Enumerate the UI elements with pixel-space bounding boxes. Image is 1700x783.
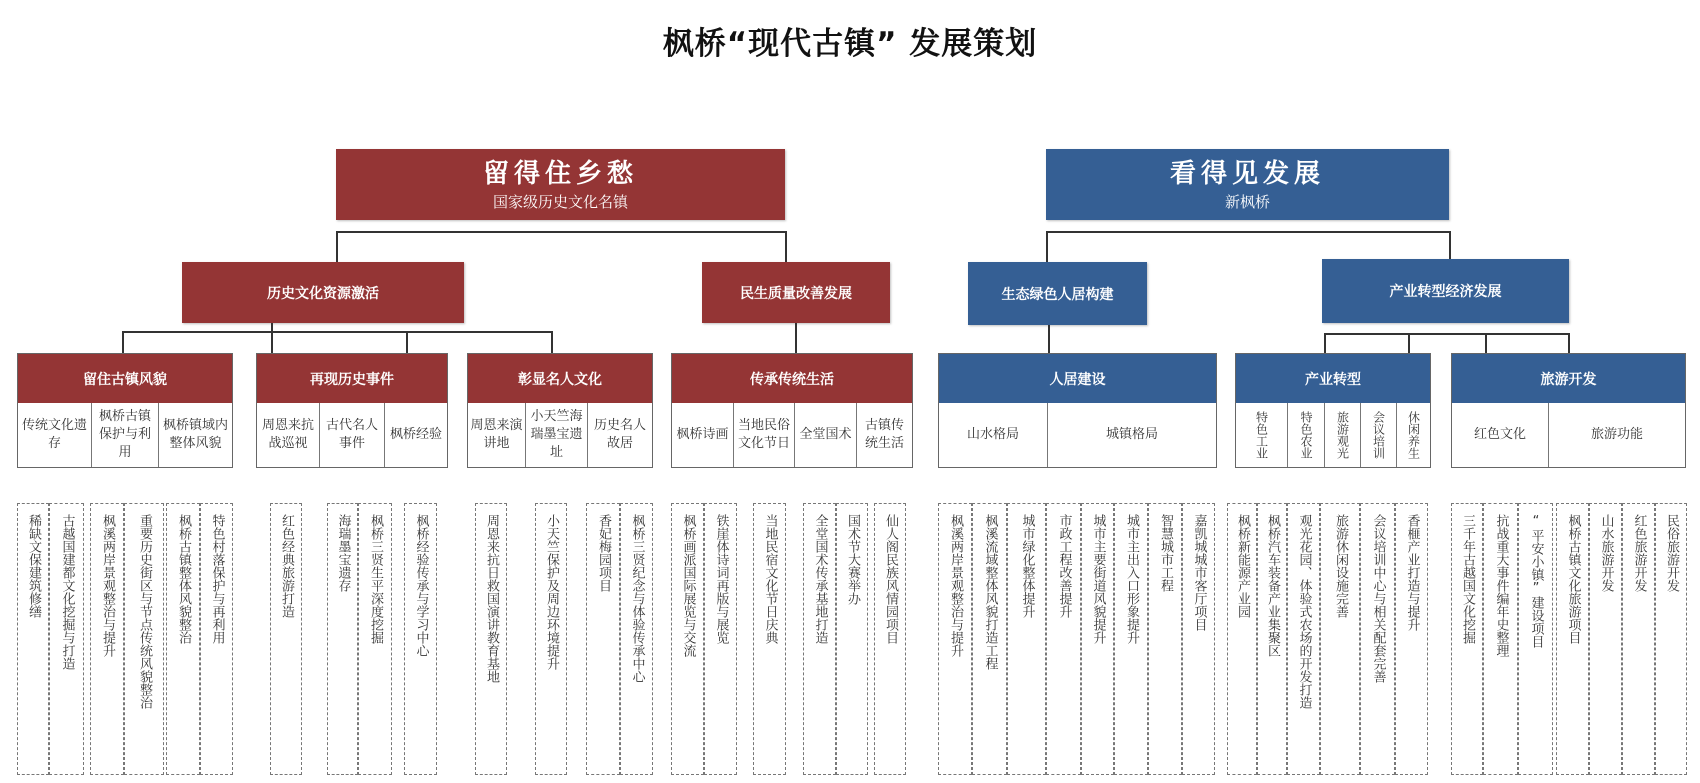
group-table-history-events — [256, 353, 448, 468]
project-box: 山水旅游开发 — [1589, 503, 1622, 775]
project-box: 观光花园、体验式农场的开发打造 — [1287, 503, 1320, 775]
project-box: 城市绿化整体提升 — [1007, 503, 1046, 775]
project-box: 周恩来抗日救国演讲教育基地 — [475, 503, 507, 775]
project-box: 稀缺文保建筑修缮 — [17, 503, 49, 775]
project-box: 城市主要街道风貌提升 — [1081, 503, 1114, 775]
project-box: 枫桥古镇整体风貌整治 — [166, 503, 200, 775]
table-cell: 会议培训 — [1361, 403, 1397, 467]
group-header: 留住古镇风貌 — [18, 354, 232, 403]
project-box: 枫溪两岸景观整治与提升 — [90, 503, 124, 775]
project-box: 枫桥经验传承与学习中心 — [404, 503, 437, 775]
project-box: 三千年古越国文化挖掘 — [1451, 503, 1483, 775]
project-box: 枫溪流域整体风貌打造工程 — [972, 503, 1007, 775]
branch-label: 生态绿色人居构建 — [1001, 286, 1114, 303]
table-cell: 旅游功能 — [1590, 427, 1643, 442]
connector — [336, 231, 338, 262]
table-cell: 山水格局 — [939, 403, 1048, 467]
project-box: 枫桥三贤生平深度挖掘 — [358, 503, 392, 775]
connector — [785, 231, 787, 262]
left-root-subtitle: 国家级历史文化名镇 — [492, 192, 628, 211]
project-box: 会议培训中心与相关配套完善 — [1360, 503, 1395, 775]
table-cell: 古镇传统生活 — [864, 418, 904, 451]
table-cell: 枫桥经验 — [389, 427, 442, 442]
connector — [1485, 333, 1487, 353]
connector — [122, 331, 124, 353]
project-box: 铁崖体诗词再版与展览 — [704, 503, 737, 775]
table-cell: 红色文化 — [1452, 403, 1549, 467]
branch-livelihood — [702, 262, 890, 323]
project-box: 古越国建都文化挖掘与打造 — [49, 503, 84, 775]
project-box: 特色村落保护与再利用 — [200, 503, 233, 775]
connector — [551, 331, 553, 353]
right-root-subtitle: 新枫桥 — [1224, 192, 1270, 211]
group-header: 产业转型 — [1236, 354, 1430, 403]
table-cell: 全堂国术 — [795, 403, 857, 467]
table-cell: 小天竺海瑞墨宝遗址 — [526, 403, 588, 467]
group-header: 彰显名人文化 — [468, 354, 652, 403]
connector — [1046, 231, 1451, 233]
project-box: 抗战重大事件编年史整理 — [1483, 503, 1518, 775]
table-cell: 枫桥诗画 — [672, 403, 734, 467]
right-root-node — [1046, 149, 1449, 220]
connector — [795, 323, 797, 353]
connector — [1324, 333, 1326, 353]
project-box: 红色经典旅游打造 — [270, 503, 302, 775]
connector — [1408, 333, 1410, 353]
table-cell: 当地民俗文化节日 — [734, 403, 795, 467]
connector — [271, 323, 273, 353]
project-box: 重要历史街区与节点传统风貌整治 — [124, 503, 164, 775]
table-cell: 枫桥古镇保护与利用 — [92, 403, 159, 467]
table-cell: 历史名人故居 — [593, 418, 646, 451]
connector — [336, 231, 787, 233]
left-root-node — [336, 149, 785, 220]
branch-label: 民生质量改善发展 — [740, 285, 852, 302]
project-box: 枫桥新能源产业园 — [1227, 503, 1257, 775]
table-cell: 城镇格局 — [1105, 427, 1158, 442]
project-box: 枫桥古镇文化旅游项目 — [1556, 503, 1589, 775]
project-box: 民俗旅游开发 — [1655, 503, 1687, 775]
table-cell: 特色工业 — [1236, 403, 1288, 467]
branch-label: 历史文化资源激活 — [267, 285, 379, 302]
project-box: 旅游休闲设施完善 — [1320, 503, 1360, 775]
left-root-title: 留得住乡愁 — [482, 158, 638, 189]
group-table-tourism — [1451, 353, 1686, 468]
connector — [1568, 333, 1570, 353]
group-table-ancient-town — [17, 353, 233, 468]
table-cell: 特色农业 — [1288, 403, 1325, 467]
project-box: 仙人阁民族风情园项目 — [874, 503, 906, 775]
connector — [406, 331, 408, 353]
group-header: 旅游开发 — [1452, 354, 1685, 403]
project-box: 市政工程改善提升 — [1046, 503, 1081, 775]
table-cell: 古代名人事件 — [320, 403, 385, 467]
project-box: 红色旅游开发 — [1622, 503, 1655, 775]
connector — [1324, 333, 1570, 335]
project-box: 城市主出入口形象提升 — [1114, 503, 1148, 775]
group-table-celebrity-culture — [467, 353, 653, 468]
project-box: 当地民宿文化节日庆典 — [753, 503, 786, 775]
project-box: 香榧产业打造与提升 — [1395, 503, 1428, 775]
table-cell: 周恩来抗战巡视 — [257, 403, 320, 467]
group-header: 再现历史事件 — [257, 354, 447, 403]
branch-history-culture — [182, 262, 464, 323]
table-cell: 传统文化遗存 — [18, 403, 92, 467]
group-header: 传承传统生活 — [672, 354, 912, 403]
connector — [122, 331, 553, 333]
project-box: 嘉凯城城市客厅项目 — [1182, 503, 1215, 775]
branch-industry-economy — [1322, 259, 1569, 323]
branch-eco-living — [968, 262, 1147, 325]
project-box: 枫桥汽车装备产业集聚区 — [1257, 503, 1287, 775]
project-box: 智慧城市工程 — [1148, 503, 1182, 775]
branch-label: 产业转型经济发展 — [1389, 284, 1502, 300]
page-title: 枫桥“现代古镇” 发展策划 — [662, 26, 1038, 62]
table-cell: 休闲养生 — [1406, 411, 1421, 459]
table-cell: 旅游观光 — [1325, 403, 1361, 467]
project-box: 全堂国术传承基地打造 — [803, 503, 836, 775]
connector — [1449, 231, 1451, 259]
right-root-title: 看得见发展 — [1169, 158, 1325, 189]
project-box: “平安小镇”建设项目 — [1518, 503, 1553, 775]
project-box: 香妃梅园项目 — [586, 503, 620, 775]
group-table-industry-transformation — [1235, 353, 1431, 468]
group-table-living-construction — [938, 353, 1217, 468]
connector — [1048, 325, 1050, 353]
group-header: 人居建设 — [939, 354, 1216, 403]
project-box: 枫桥画派国际展览与交流 — [671, 503, 704, 775]
connector — [1046, 231, 1048, 262]
project-box: 海瑞墨宝遗存 — [327, 503, 358, 775]
table-cell: 周恩来演讲地 — [468, 403, 526, 467]
project-box: 国术节大赛举办 — [836, 503, 868, 775]
group-table-traditional-life — [671, 353, 913, 468]
table-cell: 枫桥镇域内整体风貌 — [162, 418, 228, 451]
project-box: 小天竺保护及周边环境提升 — [535, 503, 567, 775]
project-box: 枫桥三贤纪念与体验传承中心 — [620, 503, 653, 775]
project-box: 枫溪两岸景观整治与提升 — [938, 503, 972, 775]
